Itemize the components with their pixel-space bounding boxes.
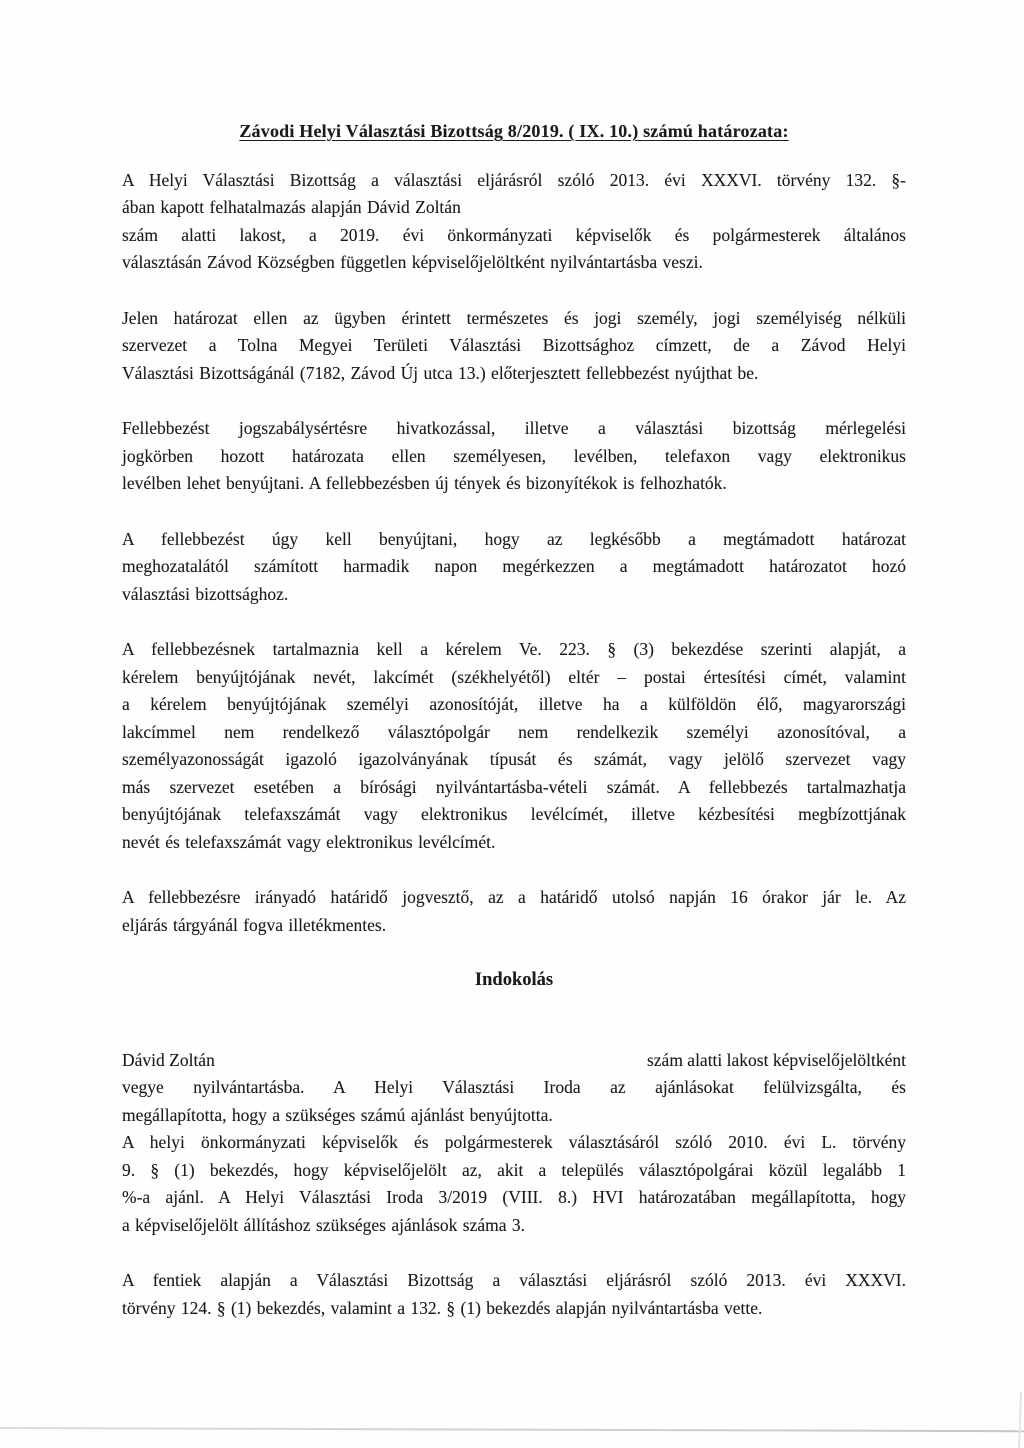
text-line: a képviselőjelölt állításhoz szükséges ajánlások száma 3. xyxy=(122,1214,526,1235)
paragraph-appeal-deadline-submit xyxy=(122,526,906,609)
text-line: A fellebbezésnek tartalmaznia kell a kérelem Ve. 223. § (3) bekezdése szerinti alapját, a xyxy=(122,639,906,659)
text-line: Fellebbezést jogszabálysértésre hivatkozással, illetve a választási bizottság mérlegelési xyxy=(122,418,906,438)
scan-edge-line xyxy=(0,1427,1024,1432)
text-line: A fentiek alapján a Választási Bizottság a választási eljárásról szóló 2013. évi XXXVI. xyxy=(122,1270,906,1290)
text-line: Választási Bizottságánál (7182, Závod Új utca 13.) előterjesztett fellebbezést nyújthat be. xyxy=(122,362,759,383)
text-line: választásán Závod Községben független képviselőjelöltként nyilvántartásba veszi. xyxy=(122,252,703,272)
text-line: A fellebbezést úgy kell benyújtani, hogy az legkésőbb a megtámadott határozat xyxy=(122,528,906,549)
text-line: 9. § (1) bekezdés, hogy képviselőjelölt az, akit a település választópolgárai közül legalább 1 xyxy=(122,1159,906,1180)
text-line: más szervezet esetében a bírósági nyilvántartásba-vételi számát. A fellebbezés tartalmazhatja xyxy=(122,776,906,797)
text-line: nevét és telefaxszámát vagy elektronikus levélcímét. xyxy=(122,831,496,852)
paragraph-deadline-expiry xyxy=(122,884,906,939)
text-line: meghozatalától számított harmadik napon megérkezzen a megtámadott határozatot hozó xyxy=(122,556,906,576)
text-line: jogkörben hozott határozata ellen személyesen, levélben, telefaxon vagy elektronikus xyxy=(122,445,906,466)
text-line: A Helyi Választási Bizottság a választási eljárásról szóló 2013. évi XXXVI. törvény 132. §- xyxy=(122,169,906,190)
paragraph-appeal-contents xyxy=(122,636,906,856)
text-line: szervezet a Tolna Megyei Területi Választási Bizottsághoz címzett, de a Závod Helyi xyxy=(122,335,906,355)
text-line: szám alatti lakost, a 2019. évi önkormányzati képviselők és polgármesterek általános xyxy=(122,224,906,245)
paragraph-justification-body xyxy=(122,1047,906,1240)
text-line: benyújtójának telefaxszámát vagy elektronikus levélcímét, illetve kézbesítési megbízottjának xyxy=(122,804,906,824)
paragraph-appeal-addressee xyxy=(122,305,906,388)
text-line: lakcímmel nem rendelkező választópolgár nem rendelkezik személyi azonosítóval, a xyxy=(122,721,906,742)
section-heading-indokolas: Indokolás xyxy=(474,970,554,990)
document-title: Závodi Helyi Választási Bizottság 8/2019. ( IX. 10.) számú határozata: xyxy=(239,121,789,141)
text-line: A fellebbezésre irányadó határidő jogvesztő, az a határidő utolsó napján 16 órakor jár le. Az xyxy=(122,887,906,907)
document-body xyxy=(122,118,906,1322)
text-line: vegye nyilvántartásba. A Helyi Választási Iroda az ajánlásokat felülvizsgálta, és xyxy=(122,1077,906,1097)
text-line: törvény 124. § (1) bekezdés, valamint a 132. § (1) bekezdés alapján nyilvántartásba vette. xyxy=(122,1297,763,1318)
text-line: a kérelem benyújtójának személyi azonosítóját, illetve ha a külföldön élő, magyarországi xyxy=(122,694,906,714)
text-line: eljárás tárgyánál fogva illetékmentes. xyxy=(122,914,387,935)
text-line: A helyi önkormányzati képviselők és polgármesterek választásáról szóló 2010. évi L. törvény xyxy=(122,1132,906,1152)
text-line: személyazonosságát igazoló igazolványának típusát és számát, vagy jelölő szervezet vagy xyxy=(122,749,906,769)
text-line: kérelem benyújtójának nevét, lakcímét (székhelyétől) eltér – postai értesítési címét, valamint xyxy=(122,666,906,687)
text-line-redacted-middle xyxy=(122,1047,906,1075)
text-line-redacted-end: ában kapott felhatalmazás alapján Dávid Zoltán xyxy=(122,197,461,217)
candidate-name: Dávid Zoltán xyxy=(122,1049,215,1070)
text-line: Jelen határozat ellen az ügyben érintett természetes és jogi személy, jogi személyiség nélküli xyxy=(122,307,906,328)
redaction-gap xyxy=(215,1047,647,1075)
text-line: levélben lehet benyújtani. A fellebbezésben új tények és bizonyítékok is felhozhatók. xyxy=(122,473,727,493)
text-line: megállapította, hogy a szükséges számú ajánlást benyújtotta. xyxy=(122,1104,553,1125)
paragraph-decision xyxy=(122,167,906,277)
text-after-redaction: szám alatti lakost képviselőjelöltként xyxy=(646,1049,906,1070)
text-line: %-a ajánl. A Helyi Választási Iroda 3/2019 (VIII. 8.) HVI határozatában megállapította, hogy xyxy=(122,1187,906,1207)
scan-edge-mark xyxy=(1018,1392,1022,1448)
text-line: választási bizottsághoz. xyxy=(122,583,289,604)
paragraph-legal-basis xyxy=(122,1267,906,1322)
paragraph-appeal-grounds xyxy=(122,415,906,498)
